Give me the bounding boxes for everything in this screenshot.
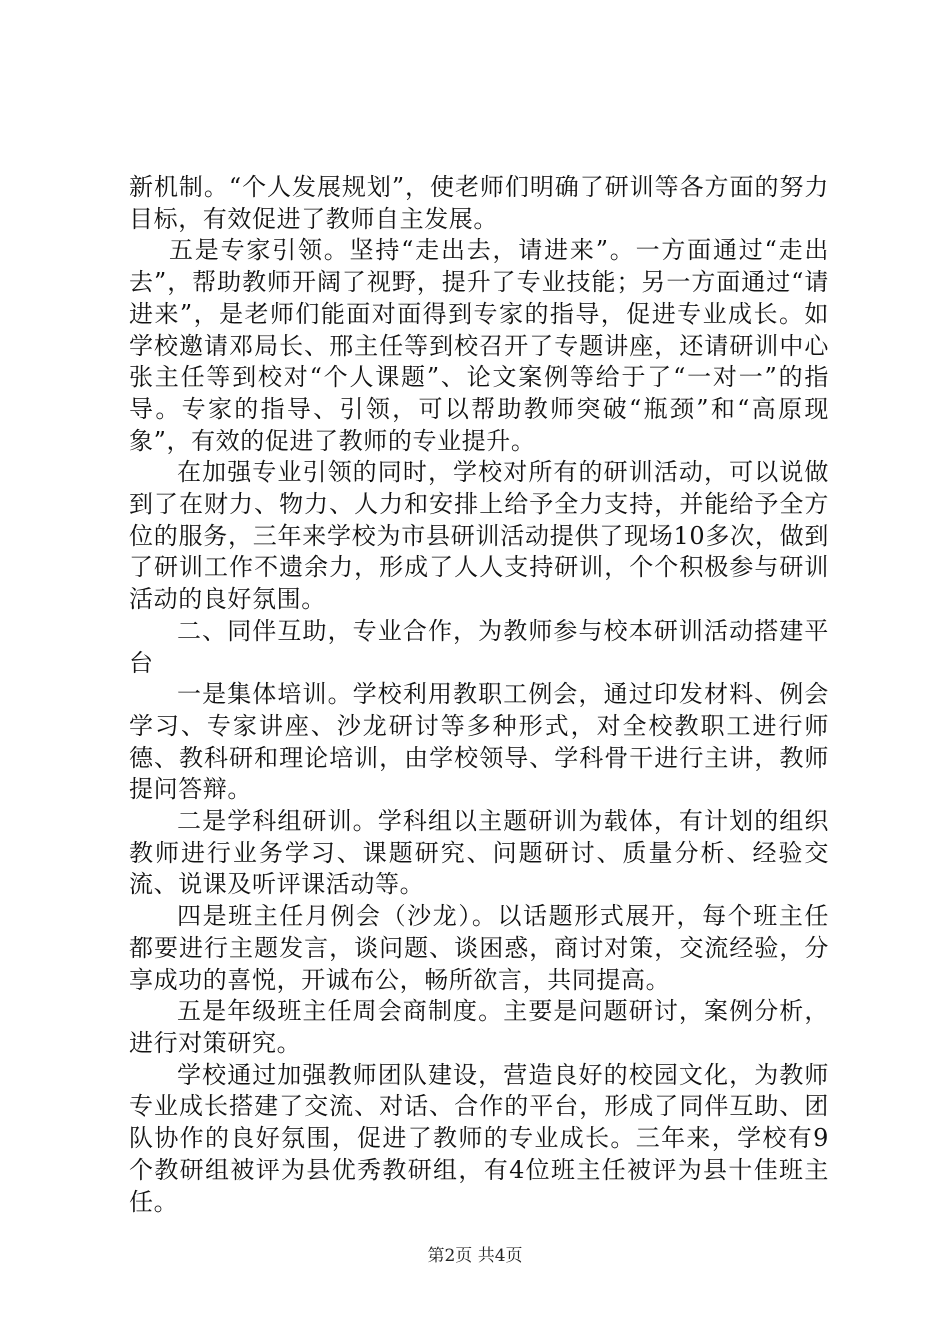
- page-number-footer: 第2页 共4页: [427, 1246, 523, 1266]
- paragraph-support: 在加强专业引领的同时，学校对所有的研训活动，可以说做到了在财力、物力、人力和安排上给予全力支持，并能给予全方位的服务，三年来学校为市县研训活动提供了现场10多次，做到了研训工作不遗余力，形成了人人支持研训，个个积极参与研训活动的良好氛围。: [129, 458, 829, 614]
- paragraph-collective-training: 一是集体培训。学校利用教职工例会，通过印发材料、例会学习、专家讲座、沙龙研讨等多种形式，对全校教职工进行师德、教科研和理论培训，由学校领导、学科骨干进行主讲，教师提问答辩。: [129, 680, 829, 804]
- paragraph-head-teacher-meeting: 四是班主任月例会（沙龙）。以话题形式展开，每个班主任都要进行主题发言，谈问题、谈困惑，商讨对策，交流经验，分享成功的喜悦，开诚布公，畅所欲言，共同提高。: [129, 902, 829, 994]
- section-heading-peer-mutual-aid: 二、同伴互助，专业合作，为教师参与校本研训活动搭建平台: [129, 616, 829, 677]
- document-body: [129, 172, 829, 1218]
- paragraph-continuation: 新机制。“个人发展规划”，使老师们明确了研训等各方面的努力目标，有效促进了教师自主发展。: [129, 173, 829, 233]
- paragraph-expert-guidance: 五是专家引领。坚持“走出去，请进来”。一方面通过“走出去”，帮助教师开阔了视野，提升了专业技能；另一方面通过“请进来”，是老师们能面对面得到专家的指导，促进专业成长。如学校邀请邓局长、邢主任等到校召开了专题讲座，还请研训中心张主任等到校对“个人课题”、论文案例等给于了“一对一”的指导。专家的指导、引领，可以帮助教师突破“瓶颈”和“高原现象”，有效的促进了教师的专业提升。: [129, 236, 829, 455]
- paragraph-grade-weekly-meeting: 五是年级班主任周会商制度。主要是问题研讨，案例分析，进行对策研究。: [129, 997, 829, 1057]
- paragraph-team-building: 学校通过加强教师团队建设，营造良好的校园文化，为教师专业成长搭建了交流、对话、合作的平台，形成了同伴互助、团队协作的良好氛围，促进了教师的专业成长。三年来，学校有9个教研组被评为县优秀教研组，有4位班主任被评为县十佳班主任。: [129, 1060, 829, 1216]
- paragraph-subject-group: 二是学科组研训。学科组以主题研训为载体，有计划的组织教师进行业务学习、课题研究、问题研讨、质量分析、经验交流、说课及听评课活动等。: [129, 807, 829, 899]
